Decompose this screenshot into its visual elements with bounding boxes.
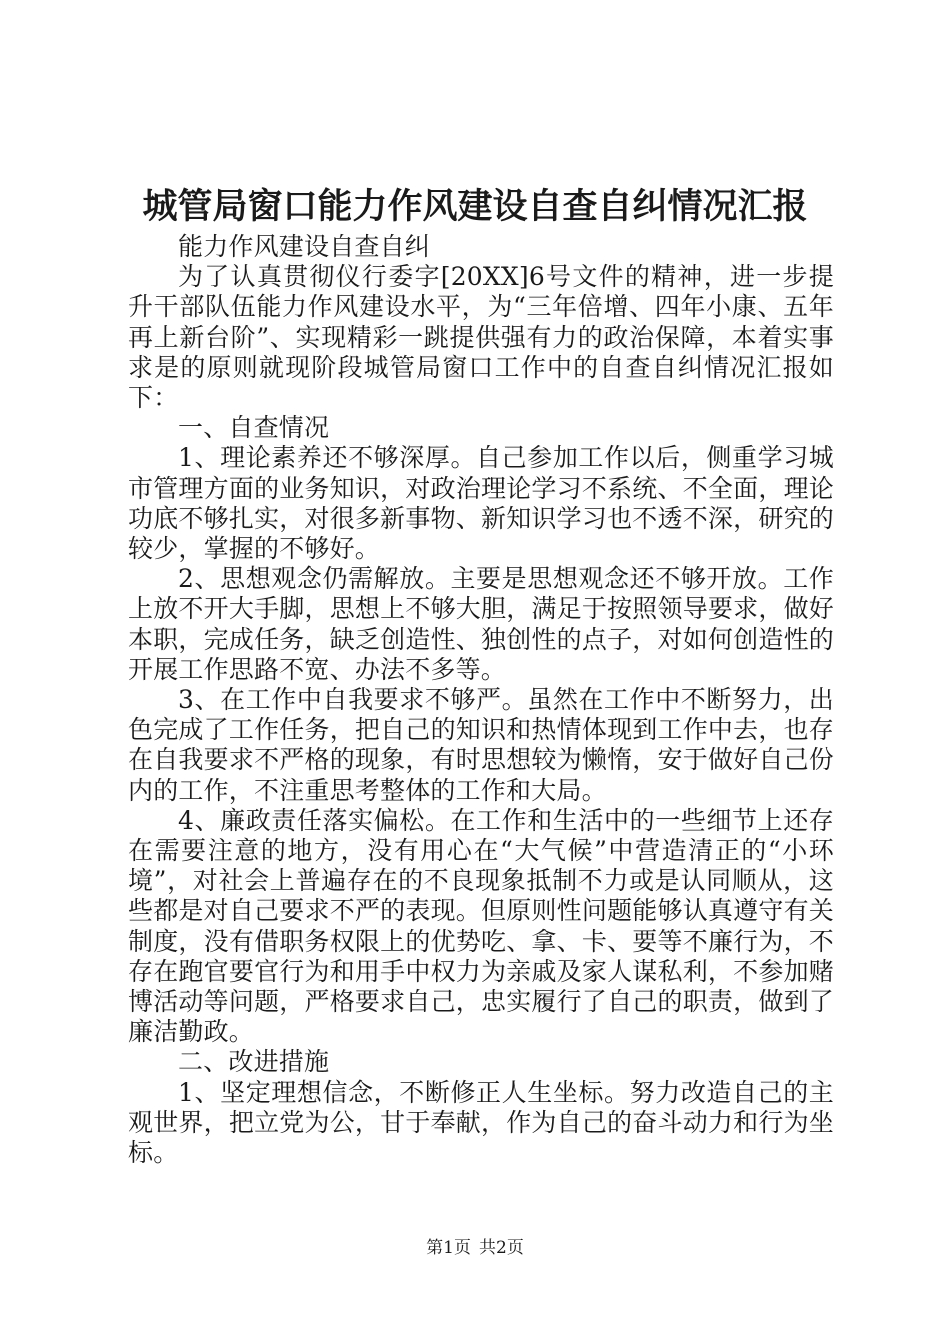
paragraph-item-4: 4、廉政责任落实偏松。在工作和生活中的一些细节上还存在需要注意的地方，没有用心在“大气候”中营造清正的“小环境”，对社会上普遍存在的不良现象抵制不力或是认同顺从，这些都是对自己要求不严的表现。但原则性问题能够认真遵守有关制度，没有借职务权限上的优势吃、拿、卡、要等不廉行为，不存在跑官要官行为和用手中权力为亲戚及家人谋私利，不参加赌博活动等问题，严格要求自己，忠实履行了自己的职责，做到了廉洁勤政。 xyxy=(128,805,834,1047)
document-body xyxy=(128,232,834,1168)
page-footer xyxy=(0,1236,950,1260)
document-title: 城管局窗口能力作风建设自查自纠情况汇报 xyxy=(142,186,808,227)
paragraph-measure-1: 1、坚定理想信念，不断修正人生坐标。努力改造自己的主观世界，把立党为公，甘于奉献，作为自己的奋斗动力和行为坐标。 xyxy=(128,1077,834,1168)
paragraph-subtitle: 能力作风建设自查自纠 xyxy=(178,232,431,261)
paragraph-item-2: 2、思想观念仍需解放。主要是思想观念还不够开放。工作上放不开大手脚，思想上不够大胆，满足于按照领导要求，做好本职，完成任务，缺乏创造性、独创性的点子，对如何创造性的开展工作思路不宽、办法不多等。 xyxy=(128,564,834,684)
page-total: 共2页 xyxy=(479,1238,524,1258)
paragraph-item-1: 1、理论素养还不够深厚。自己参加工作以后，侧重学习城市管理方面的业务知识，对政治理论学习不系统、不全面，理论功底不够扎实，对很多新事物、新知识学习也不透不深，研究的较少，掌握的不够好。 xyxy=(128,443,834,564)
paragraph-item-3: 3、在工作中自我要求不够严。虽然在工作中不断努力，出色完成了工作任务，把自己的知识和热情体现到工作中去，也存在自我要求不严格的现象，有时思想较为懒惰，安于做好自己份内的工作，不注重思考整体的工作和大局。 xyxy=(128,685,834,805)
paragraph-intro: 为了认真贯彻仪行委字[20XX]6号文件的精神，进一步提升干部队伍能力作风建设水平，为“三年倍增、四年小康、五年再上新台阶”、实现精彩一跳提供强有力的政治保障，本着实事求是的原则就现阶段城管局窗口工作中的自查自纠情况汇报如下： xyxy=(128,262,834,413)
section-heading-improvement: 二、改进措施 xyxy=(178,1047,330,1077)
page-number: 第1页 xyxy=(426,1238,471,1258)
section-heading-self-check: 一、自查情况 xyxy=(178,413,330,443)
